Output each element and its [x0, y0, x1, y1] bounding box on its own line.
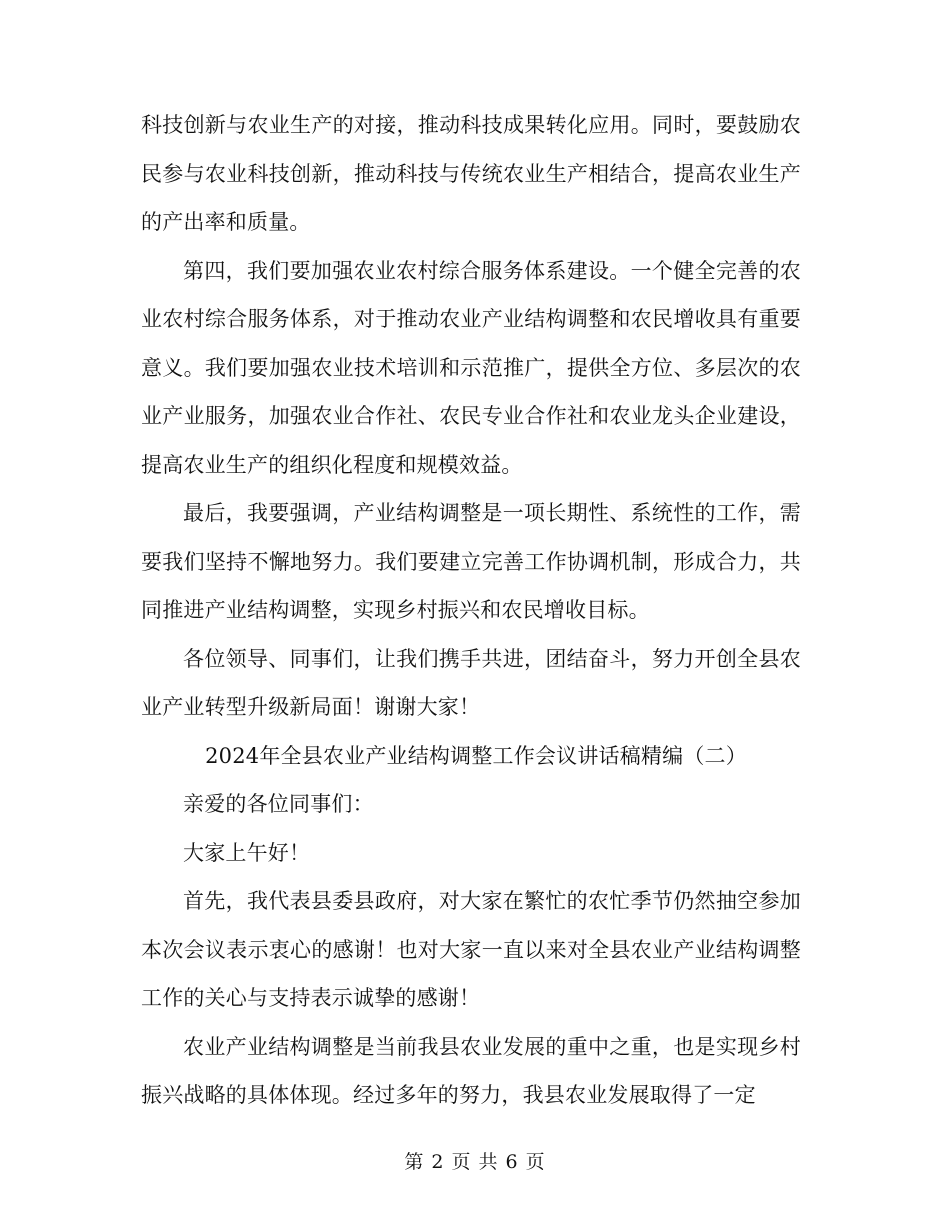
paragraph-restructuring: 农业产业结构调整是当前我县农业发展的重中之重，也是实现乡村振兴战略的具体体现。经过多年的努力，我县农业发展取得了一定	[141, 1034, 801, 1107]
paragraph-finally: 最后，我要强调，产业结构调整是一项长期性、系统性的工作，需要我们坚持不懈地努力。我们要建立完善工作协调机制，形成合力，共同推进产业结构调整，实现乡村振兴和农民增收目标。	[141, 501, 801, 622]
salutation: 亲爱的各位同事们：	[183, 792, 374, 816]
paragraph-thanks: 首先，我代表县委县政府，对大家在繁忙的农忙季节仍然抽空参加本次会议表示衷心的感谢！也对大家一直以来对全县农业产业结构调整工作的关心与支持表示诚挚的感谢！	[141, 889, 801, 1010]
document-body	[141, 101, 801, 1120]
page-number-footer: 第 2 页 共 6 页	[404, 1151, 546, 1173]
section-title: 2024年全县农业产业结构调整工作会议讲话稿精编（二）	[205, 743, 747, 768]
paragraph-closing: 各位领导、同事们，让我们携手共进，团结奋斗，努力开创全县农业产业转型升级新局面！谢谢大家！	[141, 646, 801, 719]
greeting: 大家上午好！	[183, 840, 311, 865]
paragraph-fourth-point: 第四，我们要加强农业农村综合服务体系建设。一个健全完善的农业农村综合服务体系，对于推动农业产业结构调整和农民增收具有重要意义。我们要加强农业技术培训和示范推广，提供全方位、多层次的农业产业服务，加强农业合作社、农民专业合作社和农业龙头企业建设，提高农业生产的组织化程度和规模效益。	[141, 258, 801, 477]
paragraph-continued: 科技创新与农业生产的对接，推动科技成果转化应用。同时，要鼓励农民参与农业科技创新，推动科技与传统农业生产相结合，提高农业生产的产出率和质量。	[141, 113, 801, 234]
